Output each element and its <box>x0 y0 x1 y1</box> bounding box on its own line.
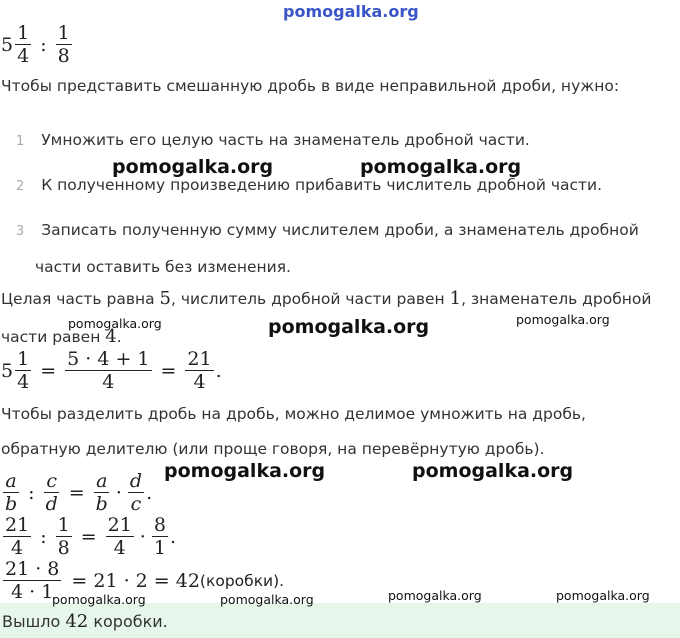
watermark: pomogalka.org <box>388 588 482 603</box>
parts-line-1 <box>1 288 651 310</box>
eq3-denominator-1: 4 <box>11 537 24 559</box>
answer-number: 42 <box>65 611 89 632</box>
eq1-equals-2: = <box>160 360 177 382</box>
step-2-text: К полученному произведению прибавить числитель дробной части. <box>41 176 603 194</box>
watermark: pomogalka.org <box>360 156 522 178</box>
eq2-denominator-d: d <box>45 493 58 515</box>
answer-text <box>2 611 168 632</box>
eq2-denominator-b2: b <box>95 493 108 515</box>
eq1-numerator-3: 21 <box>187 348 212 370</box>
intro-text: Чтобы представить смешанную дробь в виде неправильной дроби, нужно: <box>1 77 620 95</box>
parts-text-e: . <box>116 328 122 346</box>
step-1-number: 1 <box>16 134 25 149</box>
eq1-denominator-1: 4 <box>17 371 30 393</box>
problem-operator: : <box>40 34 47 56</box>
parts-whole: 5 <box>159 288 171 309</box>
eq3-fraction-4 <box>152 516 168 558</box>
eq2-numerator-a: a <box>5 470 17 492</box>
eq3-period: . <box>169 526 176 548</box>
step-1 <box>16 129 530 153</box>
eq1-fraction-2 <box>65 350 151 392</box>
watermark: pomogalka.org <box>52 592 146 607</box>
eq4-calculation: = 21 · 2 = 42 <box>71 570 200 592</box>
eq3-numerator-2: 1 <box>57 514 70 536</box>
parts-text-d: части равен <box>1 328 106 346</box>
problem-numerator-1: 1 <box>17 22 30 44</box>
eq2-numerator-d2: d <box>129 470 143 492</box>
eq3-equals: = <box>80 526 97 548</box>
eq1-equals-1: = <box>40 360 57 382</box>
equation-mixed-to-improper <box>1 350 222 392</box>
problem-denominator-2: 8 <box>57 45 70 67</box>
eq1-whole: 5 <box>1 360 14 382</box>
eq2-numerator-a2: a <box>96 470 108 492</box>
step-3 <box>16 219 639 243</box>
eq2-operator: : <box>28 482 35 504</box>
eq2-numerator-c: c <box>46 470 57 492</box>
eq3-numerator-3: 21 <box>107 514 132 536</box>
eq2-fraction-4 <box>128 472 144 514</box>
eq1-fraction-1 <box>15 350 31 392</box>
eq3-fraction-2 <box>56 516 72 558</box>
parts-text-c: , знаменатель дробной <box>461 290 652 308</box>
eq1-denominator-2: 4 <box>102 371 115 393</box>
eq2-fraction-1 <box>3 472 19 514</box>
rule-line-1: Чтобы разделить дробь на дробь, можно делимое умножить на дробь, <box>1 405 586 423</box>
step-3-continued: части оставить без изменения. <box>35 258 291 276</box>
watermark: pomogalka.org <box>68 316 162 331</box>
answer-text-b: коробки. <box>88 612 168 631</box>
eq2-period: . <box>146 482 153 504</box>
answer-text-a: Вышло <box>2 612 66 631</box>
watermark-top: pomogalka.org <box>283 2 419 21</box>
eq3-fraction-3 <box>106 516 134 558</box>
eq2-denominator-c2: c <box>130 493 142 515</box>
eq2-denominator-b: b <box>5 493 18 515</box>
eq4-denominator: 4 · 1 <box>11 581 54 603</box>
eq4-numerator: 21 · 8 <box>5 558 60 580</box>
eq1-numerator-1: 1 <box>17 348 30 370</box>
problem-expression <box>1 24 74 66</box>
problem-fraction-1 <box>15 24 31 66</box>
problem-fraction-2 <box>56 24 72 66</box>
problem-whole: 5 <box>1 34 14 56</box>
watermark: pomogalka.org <box>112 156 274 178</box>
eq3-denominator-3: 4 <box>113 537 126 559</box>
watermark: pomogalka.org <box>556 588 650 603</box>
parts-denominator: 4 <box>105 326 117 347</box>
eq3-denominator-4: 1 <box>153 537 166 559</box>
eq1-denominator-3: 4 <box>193 371 206 393</box>
eq4-unit: (коробки). <box>199 572 285 590</box>
answer-box <box>0 603 680 638</box>
problem-numerator-2: 1 <box>57 22 70 44</box>
eq3-operator: : <box>40 526 47 548</box>
eq2-multiply: · <box>115 482 122 504</box>
eq3-multiply: · <box>139 526 146 548</box>
eq3-numerator-1: 21 <box>5 514 30 536</box>
watermark: pomogalka.org <box>220 592 314 607</box>
eq1-period: . <box>215 360 222 382</box>
eq2-fraction-2 <box>44 472 60 514</box>
watermark: pomogalka.org <box>268 316 430 338</box>
parts-text-b: , числитель дробной части равен <box>170 290 450 308</box>
eq3-fraction-1 <box>3 516 31 558</box>
equation-substitution <box>1 516 176 558</box>
eq2-equals: = <box>68 482 85 504</box>
equation-division-rule <box>1 472 152 514</box>
eq3-denominator-2: 8 <box>57 537 70 559</box>
eq2-fraction-3 <box>94 472 110 514</box>
watermark: pomogalka.org <box>164 460 326 482</box>
eq3-numerator-4: 8 <box>153 514 166 536</box>
watermark: pomogalka.org <box>412 460 574 482</box>
problem-denominator-1: 4 <box>17 45 30 67</box>
rule-line-2: обратную делителю (или проще говоря, на перевёрнутую дробь). <box>1 440 545 458</box>
step-3-text-line1: Записать полученную сумму числителем дроби, а знаменатель дробной <box>41 221 639 239</box>
step-2-number: 2 <box>16 179 25 194</box>
step-1-text: Умножить его целую часть на знаменатель дробной части. <box>41 131 530 149</box>
eq1-fraction-3 <box>185 350 213 392</box>
eq1-numerator-2: 5 · 4 + 1 <box>67 348 150 370</box>
watermark: pomogalka.org <box>516 312 610 327</box>
parts-text-a: Целая часть равна <box>1 290 160 308</box>
parts-numerator: 1 <box>449 288 462 309</box>
step-3-number: 3 <box>16 224 25 239</box>
